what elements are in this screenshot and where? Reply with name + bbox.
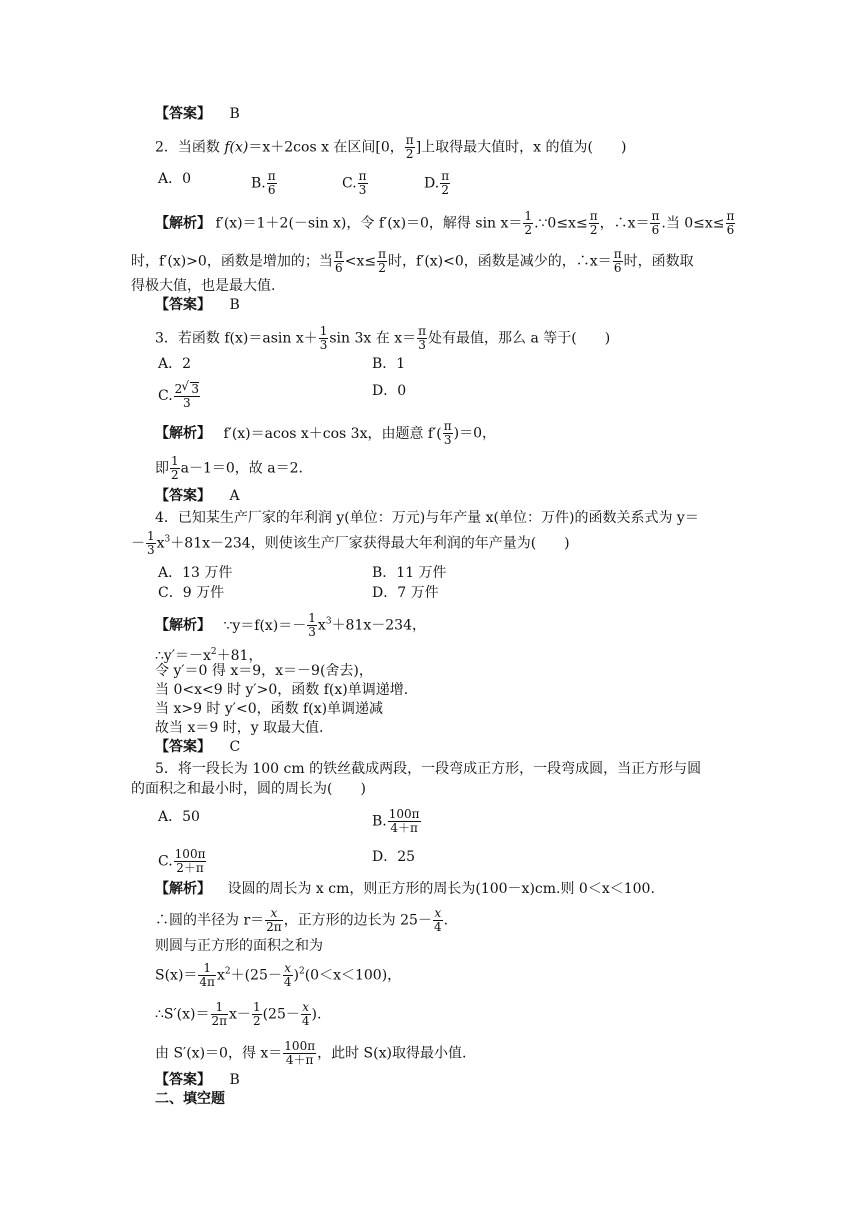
- answer-label: 【答案】: [155, 297, 211, 313]
- analysis-3-line-2: 即 $\frac{1}{2}$ a－1＝0，故 a＝2.: [155, 454, 303, 482]
- answer-line: [155, 738, 240, 756]
- answer-label: 【答案】: [155, 106, 211, 122]
- text: ＝x＋2cos x 在区间[0，: [248, 139, 404, 156]
- text: ]上取得最大值时，x 的值为( ): [415, 139, 627, 156]
- analysis-4-line-5: 当 x>9 时 y′<0，函数 f(x)单调递减: [155, 701, 384, 717]
- question-2-option-a: A．0: [158, 171, 192, 187]
- answer-label: 【答案】: [155, 488, 211, 504]
- answer-label: 【答案】: [155, 1072, 211, 1088]
- question-2-stem: [155, 134, 626, 161]
- answer-value: C: [229, 739, 241, 755]
- question-2-option-b: B. $\frac{\pi}{6}$: [251, 169, 276, 197]
- analysis-4-line-2: $\therefore y'=-x^2+81$，: [155, 647, 263, 664]
- analysis-5-line-4: S(x)＝ $\frac{1}{4\pi}$ $x^2+(25-$ $\frac{x}{4}$ )$^2$(0＜x＜100)，: [155, 961, 402, 989]
- analysis-5-line-3: 则圆与正方形的面积之和为: [155, 938, 323, 954]
- question-5-option-c: C. $\frac{100\pi}{2+\pi}$: [158, 847, 206, 875]
- answer-value: A: [229, 488, 240, 504]
- analysis-2-line-1: 【解析】 f′(x)＝1＋2(－sin x)，令 f′(x)＝0，解得 sin x＝ $\frac{1}{2}$ .∵0≤x≤ $\frac{\pi}{2}$ ，∴x＝ $\frac{\pi}{6}$ .当 0≤x≤ $\frac{\pi}{6}$: [155, 209, 735, 237]
- analysis-2-line-2: 时，f′(x)>0，函数是增加的；当 $\frac{\pi}{6}$ <x≤ $\frac{\pi}{2}$ 时，f′(x)<0，函数是减少的，∴x＝ $\frac{\pi}{6}$ 时，函数取: [131, 247, 694, 275]
- question-4-line-1: 4．已知某生产厂家的年利润 y(单位：万元)与年产量 x(单位：万件)的函数关系式为 y＝: [155, 510, 699, 526]
- answer-value: B: [229, 106, 240, 122]
- answer-line: [155, 1071, 240, 1089]
- question-4-option-c: C．9 万件: [158, 585, 225, 601]
- answer-value: B: [229, 1072, 240, 1088]
- question-4-option-a: A．13 万件: [158, 565, 233, 581]
- question-4-option-d: D．7 万件: [372, 585, 439, 601]
- analysis-5-line-5: ∴S′(x)＝ $\frac{1}{2\pi}$ x－ $\frac{1}{2}$ (25－ $\frac{x}{4}$ ).: [155, 1000, 322, 1028]
- analysis-label: 【解析】: [155, 215, 211, 232]
- analysis-4-line-4: 当 0<x<9 时 y′>0，函数 f(x)单调递增.: [155, 682, 409, 698]
- analysis-label: 【解析】: [155, 617, 211, 634]
- answer-value: B: [229, 297, 240, 313]
- analysis-4-line-3: 令 y′＝0 得 x＝9，x＝－9(舍去)，: [155, 663, 373, 679]
- question-5-option-a: A．50: [158, 809, 200, 825]
- analysis-5-line-1: 【解析】 设圆的周长为 x cm，则正方形的周长为(100－x)cm.则 0＜x＜100.: [155, 881, 655, 897]
- answer-line: [155, 296, 240, 314]
- question-5-line-2: 的面积之和最小时，圆的周长为( ): [131, 781, 366, 797]
- analysis-5-line-2: ∴圆的半径为 r＝ $\frac{x}{2\pi}$ ，正方形的边长为 25－ $\frac{x}{4}$ .: [155, 906, 449, 934]
- question-5-line-1: 5．将一段长为 100 cm 的铁丝截成两段，一段弯成正方形，一段弯成圆，当正方形与圆: [155, 761, 702, 777]
- question-2-option-c: C. $\frac{\pi}{3}$: [342, 169, 367, 197]
- analysis-3-line-1: 【解析】 f′(x)＝acos x＋cos 3x，由题意 f′( $\frac{\pi}{3}$ )＝0，: [155, 419, 497, 447]
- answer-line: [155, 105, 240, 123]
- fraction: $\frac{\pi}{2}$: [405, 133, 414, 161]
- answer-label: 【答案】: [155, 739, 211, 755]
- analysis-label: 【解析】: [155, 425, 211, 442]
- text: 2．当函数: [155, 139, 225, 156]
- question-3-option-c: C. $\frac{2√ 3}{3}$: [158, 382, 201, 410]
- question-3-option-a: A．2: [158, 356, 192, 372]
- analysis-4-line-1: 【解析】 ∵y＝f(x)＝－ $\frac{1}{3}$ $x^3+81x-234$，: [155, 611, 426, 639]
- question-4-option-b: B．11 万件: [372, 565, 447, 581]
- question-5-option-b: B. $\frac{100\pi}{4+\pi}$: [372, 807, 420, 835]
- analysis-5-line-6: 由 S′(x)＝0，得 x＝ $\frac{100\pi}{4+\pi}$ ，此时 S(x)取得最小值.: [155, 1039, 467, 1067]
- text: f(x): [224, 139, 249, 156]
- question-2-option-d: D. $\frac{\pi}{2}$: [424, 169, 450, 197]
- answer-line: [155, 487, 240, 505]
- question-4-line-2: － $\frac{1}{3}$ $x^3+81x-234$，则使该生产厂家获得最大年利润的年产量为( ): [131, 529, 570, 557]
- analysis-label: 【解析】: [155, 881, 211, 897]
- question-3-option-b: B．1: [372, 356, 406, 372]
- question-3-stem: 3．若函数 f(x)＝asin x＋ $\frac{1}{3}$ sin 3x 在 x＝ $\frac{\pi}{3}$ 处有最值，那么 a 等于( ): [155, 324, 611, 352]
- section-heading: 二、填空题: [155, 1091, 225, 1107]
- analysis-4-line-6: 故当 x＝9 时，y 取最大值.: [155, 720, 324, 736]
- question-5-option-d: D．25: [372, 849, 416, 865]
- question-3-option-d: D．0: [372, 383, 407, 399]
- analysis-2-line-3: 得极大值，也是最大值.: [131, 278, 276, 294]
